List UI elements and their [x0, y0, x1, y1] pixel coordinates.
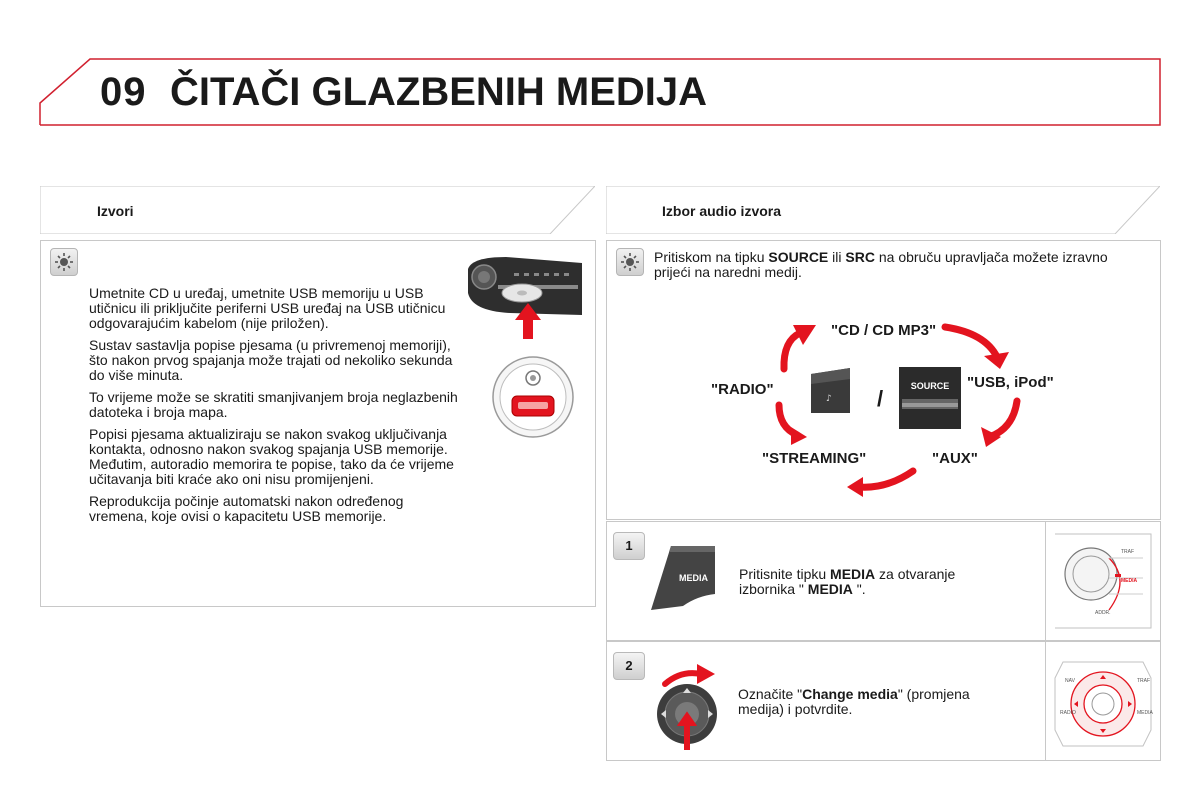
paragraph-reduce-time: To vrijeme može se skratiti smanjivanjem broja neglazbenih datoteka i broja mapa. — [89, 389, 458, 420]
chapter-header — [0, 0, 1200, 140]
paragraph-update: Popisi pjesama aktualiziraju se nakon svakog uključivanja kontakta, odnosno nakon svakog spajanja USB memorije. Međutim, autoradio memorira te popise, tako da će vrijeme učitavanja biti kraće ako oni nisu promijenjeni. — [89, 426, 454, 487]
step-1-diagram-divider — [1045, 522, 1046, 640]
step-1-panel-diagram — [1051, 528, 1155, 634]
arrow-cd-to-usb — [945, 327, 997, 357]
arrow-aux-to-streaming — [859, 471, 913, 487]
left-panel-heading: Izvori — [97, 203, 134, 219]
step-2-instruction: Označite "Change media" (promjena medija) i potvrdite. — [738, 686, 970, 717]
diagram-label-radio: RADIO — [1060, 710, 1076, 716]
rotary-knob-icon — [653, 652, 725, 752]
label-streaming: "STREAMING" — [762, 450, 867, 467]
paragraph-playback: Reprodukcija počinje automatski nakon određenog vremena, koje ovisi o kapacitetu USB memorije. — [89, 493, 404, 524]
source-button-label: SOURCE — [910, 381, 950, 391]
diagram-label-nav: NAV — [1065, 678, 1075, 684]
step-number-badge: 1 — [613, 532, 645, 560]
right-panel-header — [606, 186, 1160, 234]
diagram-label-traf: TRAF — [1137, 678, 1151, 684]
arrow-radio-to-cd — [784, 333, 800, 369]
step-1-instruction: Pritisnite tipku MEDIA za otvaranje izbornika " MEDIA ". — [739, 566, 956, 597]
step-2-box — [606, 641, 1161, 761]
sources-box — [40, 240, 596, 607]
diagram-label-traf: TRAF — [1121, 549, 1135, 555]
sources-text — [89, 286, 461, 531]
source-intro-text: Pritiskom na tipku SOURCE ili SRC na obruču upravljača možete izravno prijeći na naredni medij. — [654, 249, 1108, 280]
label-radio: "RADIO" — [711, 381, 774, 398]
diagram-label-media: MEDIA — [1137, 710, 1153, 716]
media-button-label: MEDIA — [679, 573, 708, 583]
label-aux: "AUX" — [932, 450, 978, 467]
step-2-panel-diagram — [1051, 648, 1155, 754]
src-button-icon — [811, 368, 850, 413]
svg-text:♪: ♪ — [826, 394, 832, 404]
paragraph-insert-media: Umetnite CD u uređaj, umetnite USB memoriju u USB utičnicu ili priključite periferni USB uređaj na USB utičnicu odgovarajućim kabelom (nije priložen). — [89, 285, 446, 331]
source-button-icon — [899, 367, 961, 429]
diagram-label-media: MEDIA — [1121, 578, 1138, 584]
step-number-badge: 2 — [613, 652, 645, 680]
source-cycle-arrows — [607, 241, 1160, 519]
arrow-usb-to-aux — [989, 401, 1017, 437]
chapter-number: 09 — [100, 70, 147, 114]
label-usb-ipod: "USB, iPod" — [967, 374, 1054, 391]
left-panel-header — [40, 186, 595, 234]
diagram-label-addr: ADDR. — [1095, 610, 1111, 616]
paragraph-playlists: Sustav sastavlja popise pjesama (u privremenoj memoriji), što nakon prvog spajanja može trajati od nekoliko sekunda do više minuta. — [89, 337, 453, 383]
label-cd-mp3: "CD / CD MP3" — [831, 322, 937, 339]
step-2-diagram-divider — [1045, 642, 1046, 760]
cd-slot-illustration — [466, 253, 584, 339]
sun-icon — [51, 249, 77, 275]
audio-source-box — [606, 240, 1161, 520]
usb-port-illustration — [490, 354, 576, 440]
right-panel-heading: Izbor audio izvora — [662, 203, 782, 219]
tip-icon — [50, 248, 78, 276]
page-title: ČITAČI GLAZBENIH MEDIJA — [170, 70, 708, 114]
separator-slash: / — [877, 386, 884, 411]
step-1-box — [606, 521, 1161, 641]
